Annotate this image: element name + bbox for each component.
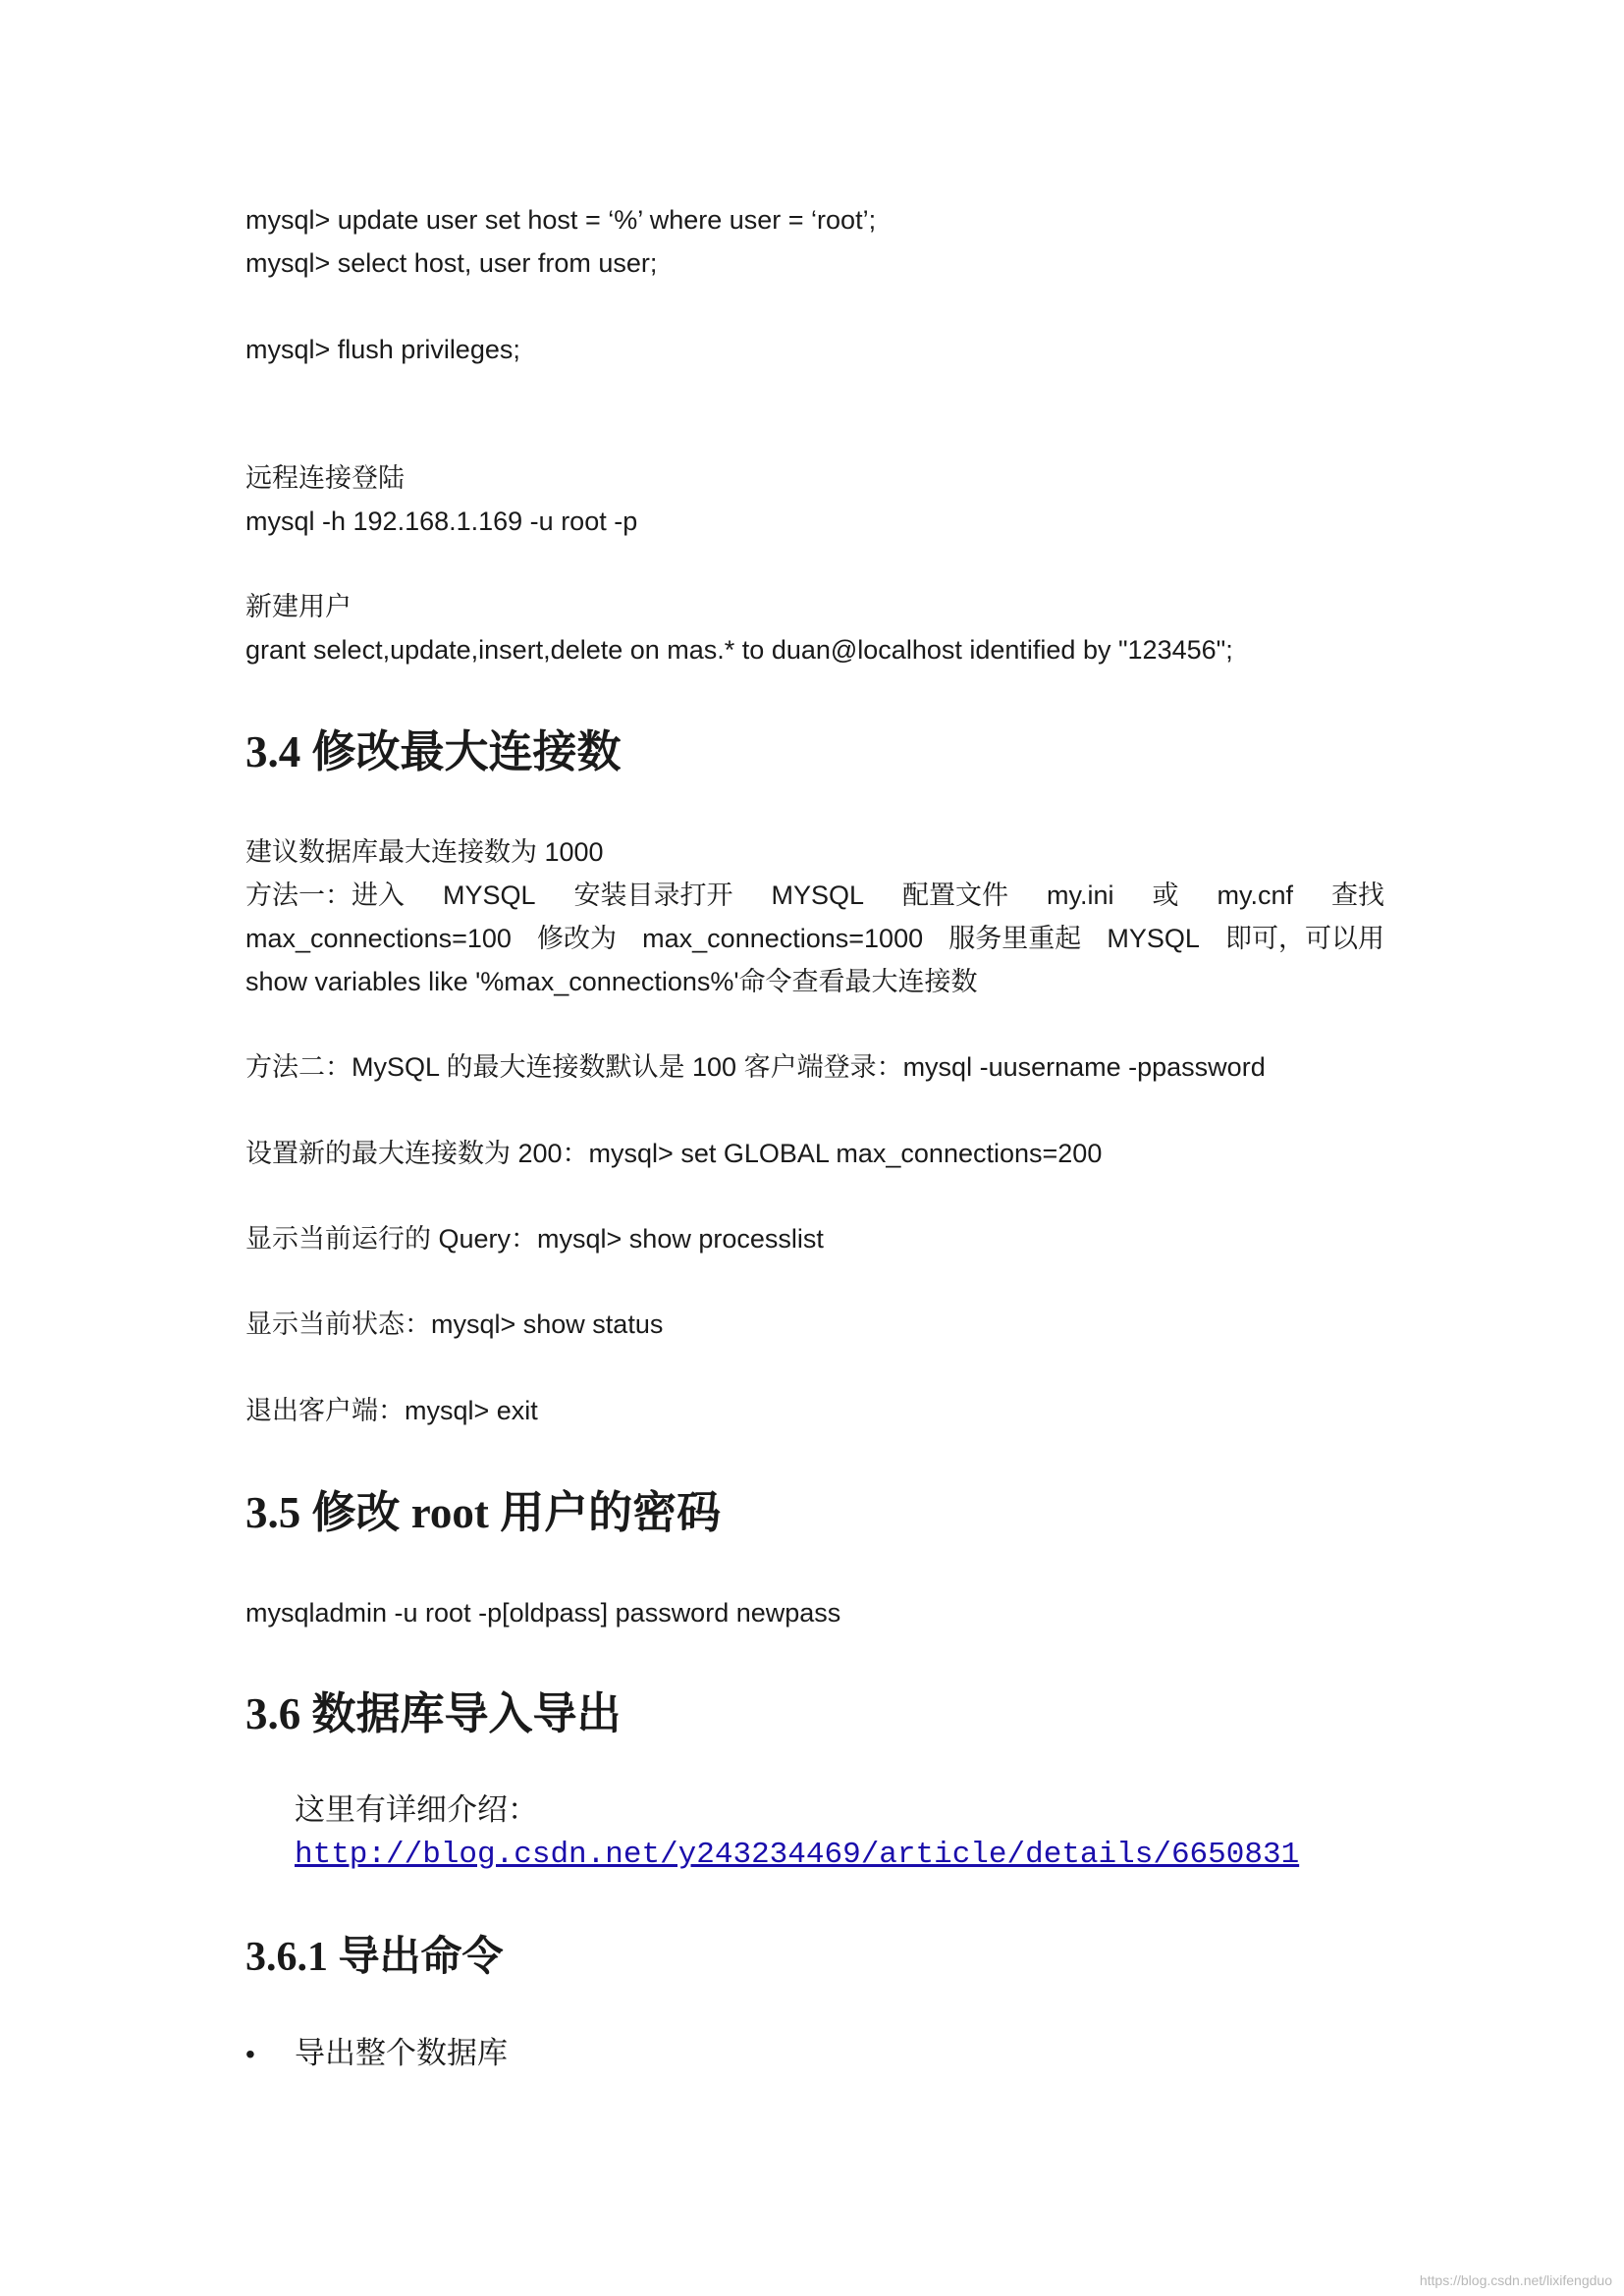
remote-login-title: 远程连接登陆 [245, 463, 405, 493]
method-one-line-1: 方法一：进入 MYSQL 安装目录打开 MYSQL 配置文件 my.ini 或 my.cnf 查找 [245, 881, 1384, 910]
set-max-connections-line: 设置新的最大连接数为 200：mysql> set GLOBAL max_connections=200 [245, 1139, 1103, 1168]
section-3-6-1-heading: 3.6.1 导出命令 [245, 1935, 504, 1980]
section-3-5-heading: 3.5 修改 root 用户的密码 [245, 1488, 722, 1537]
method-one-line-3: show variables like '%max_connections%'命令查看最大连接数 [245, 967, 978, 996]
exit-client-line: 退出客户端：mysql> exit [245, 1396, 538, 1425]
bullet-list-item [245, 2031, 508, 2077]
show-status-line: 显示当前状态：mysql> show status [245, 1309, 664, 1339]
show-processlist-line: 显示当前运行的 Query：mysql> show processlist [245, 1224, 824, 1254]
watermark: https://blog.csdn.net/lixifengduo [1419, 2272, 1612, 2288]
bullet-icon: • [245, 2039, 255, 2069]
new-user-command: grant select,update,insert,delete on mas.* to duan@localhost identified by "123456"; [245, 635, 1233, 665]
section-3-4-heading: 3.4 修改最大连接数 [245, 727, 622, 776]
sql-flush-line: mysql> flush privileges; [245, 335, 520, 364]
max-connections-suggestion: 建议数据库最大连接数为 1000 [245, 837, 604, 867]
section-3-6-heading: 3.6 数据库导入导出 [245, 1689, 622, 1738]
method-one-line-2: max_connections=100 修改为 max_connections=1000 服务里重起 MYSQL 即可，可以用 [245, 924, 1384, 953]
method-two-line: 方法二：MySQL 的最大连接数默认是 100 客户端登录：mysql -uusername -ppassword [245, 1052, 1266, 1082]
sql-select-line: mysql> select host, user from user; [245, 248, 658, 278]
detail-intro-text: 这里有详细介绍： [295, 1792, 538, 1828]
mysqladmin-command: mysqladmin -u root -p[oldpass] password newpass [245, 1598, 841, 1628]
bullet-item-text: 导出整个数据库 [295, 2036, 508, 2070]
sql-update-line: mysql> update user set host = ‘%’ where user = ‘root’; [245, 205, 877, 235]
new-user-title: 新建用户 [245, 592, 352, 621]
remote-login-command: mysql -h 192.168.1.169 -u root -p [245, 507, 638, 536]
detail-link[interactable]: http://blog.csdn.net/y243234469/article/details/6650831 [295, 1838, 1300, 1872]
